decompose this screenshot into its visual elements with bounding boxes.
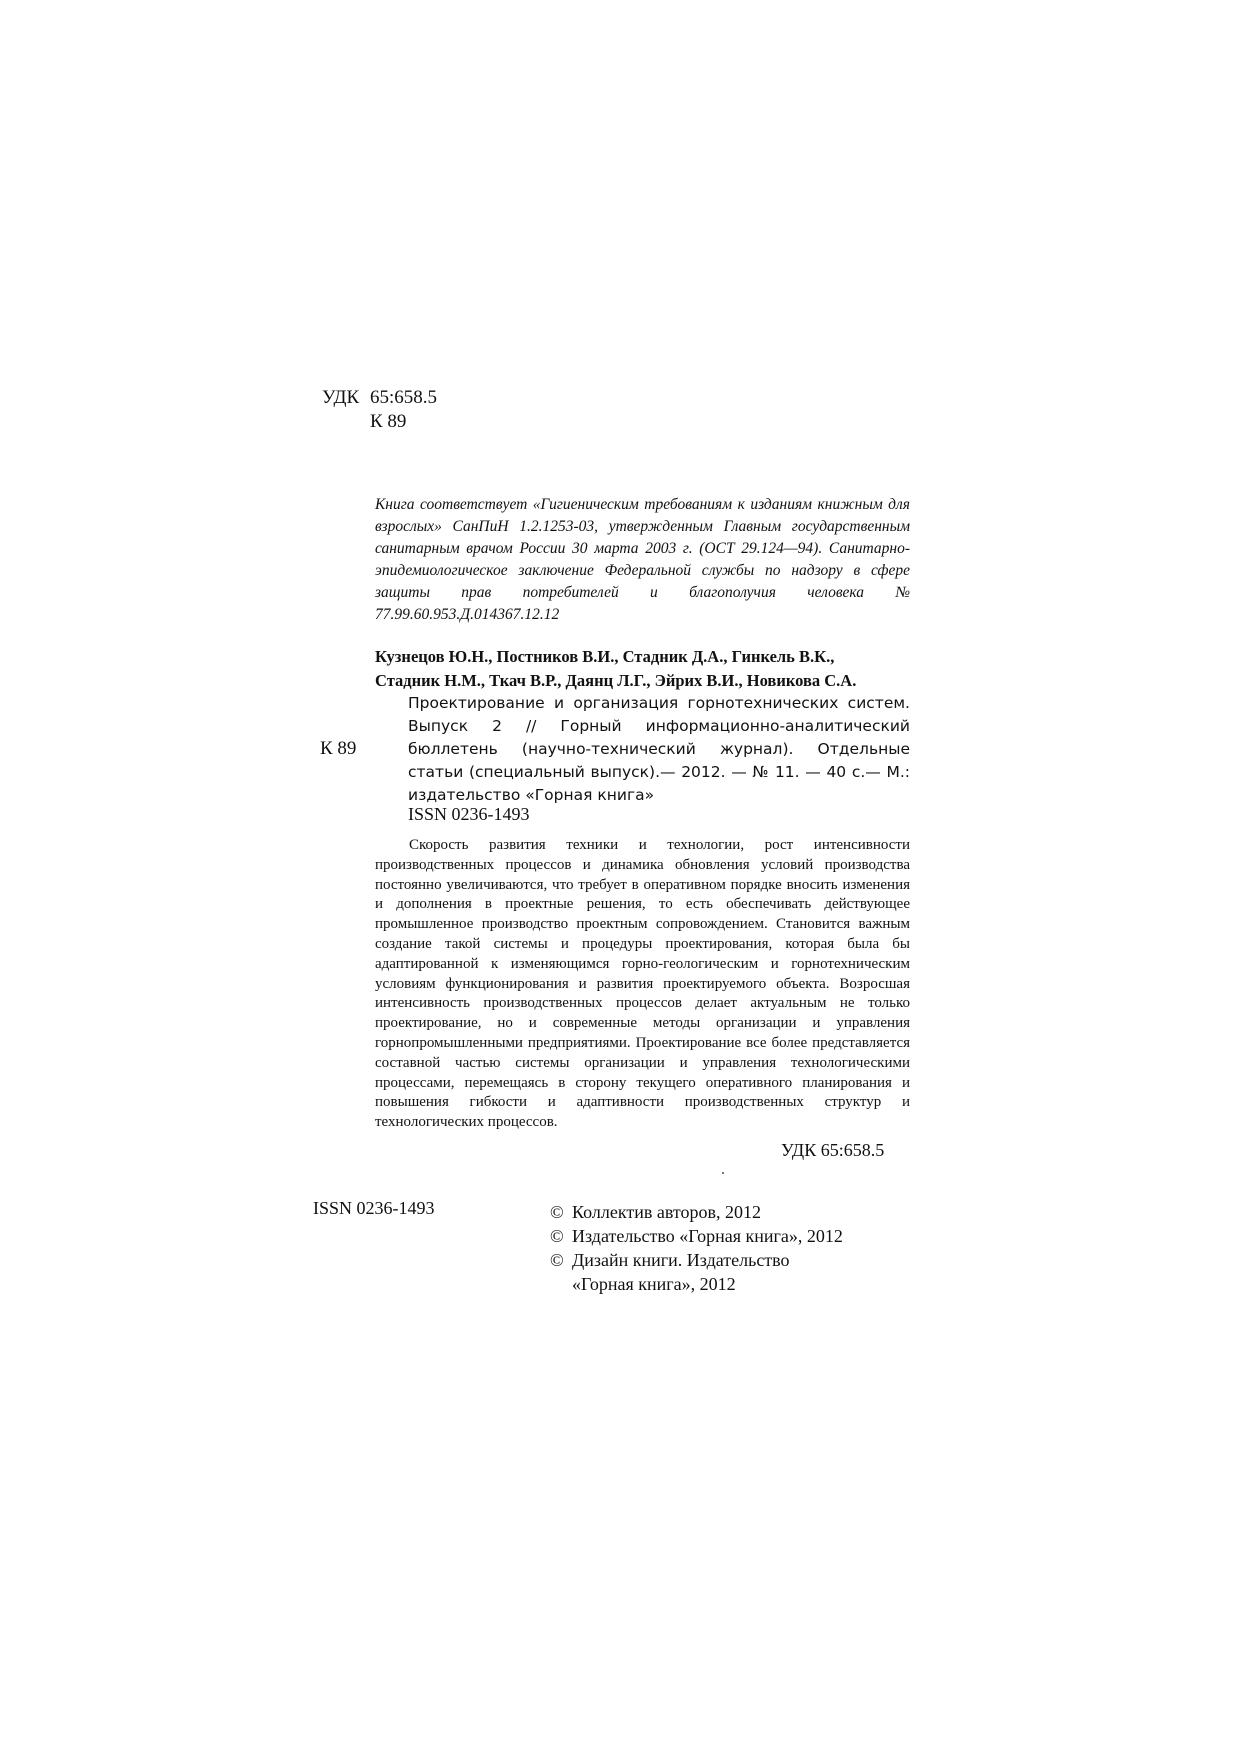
authors-list — [375, 645, 910, 693]
cutter-code-top: К 89 — [370, 411, 407, 432]
copyright-block — [550, 1200, 843, 1296]
issn-bottom: ISSN 0236-1493 — [313, 1198, 435, 1218]
copyright-icon: © — [550, 1202, 564, 1222]
copyright-row-3 — [550, 1248, 843, 1272]
copyright-row-2 — [550, 1224, 843, 1248]
copyright-authors: Коллектив авторов, 2012 — [572, 1202, 761, 1222]
issn-mid: ISSN 0236-1493 — [408, 804, 530, 824]
udk-block — [322, 386, 437, 434]
stray-dot — [722, 1172, 724, 1174]
authors-line-1: Кузнецов Ю.Н., Постников В.И., Стадник Д.А., Гинкель В.К., — [375, 647, 835, 666]
copyright-icon: © — [550, 1226, 564, 1246]
copyright-row-4 — [550, 1272, 843, 1296]
authors-line-2: Стадник Н.М., Ткач В.Р., Даянц Л.Г., Эйрих В.И., Новикова С.А. — [375, 671, 857, 690]
udk-code: 65:658.5 — [370, 387, 438, 408]
bibliographic-description: Проектирование и организация горнотехнических систем. Выпуск 2 // Горный информационно-аналитический бюллетень (научно-технический журнал). Отдельные статьи (специальный выпуск).— 2012. — № 11. — 40 с.— М.: издательство «Горная книга» — [408, 694, 910, 804]
abstract-text: Скорость развития техники и технологии, рост интенсивности производственных процессов и динамика обновления условий производства постоянно увеличиваются, что требует в оперативном порядке вносить изменения и дополнения в проектные решения, то есть обеспечивать действующее промышленное производство проектным сопровождением. Становится важным создание такой системы и процедуры проектирования, которая была бы адаптированной к изменяющимся горно-геологическим и горнотехническим условиям функционирования и развития проектируемого объекта. Возросшая интенсивность производственных процессов делает актуальным не только проектирование, но и современные методы организации и управления горнопромышленными предприятиями. Проектирование все более представляется составной частью системы организации и управления технологическими процессами, перемещаясь в сторону текущего оперативного планирования и повышения гибкости и адаптивности производственных структур и технологических процессов. — [375, 837, 910, 1131]
udk-label: УДК — [322, 387, 360, 408]
copyright-publisher: Издательство «Горная книга», 2012 — [572, 1226, 843, 1246]
udk-bottom: УДК 65:658.5 — [781, 1140, 885, 1160]
cutter-code-side: К 89 — [320, 738, 357, 759]
copyright-row-1 — [550, 1200, 843, 1224]
sanitary-notice: Книга соответствует «Гигиеническим требованиям к изданиям книжным для взрослых» СанПиН 1.2.1253-03, утвержденным Главным государственным санитарным врачом России 30 марта 2003 г. (ОСТ 29.124—94). Санитарно-эпидемиологическое заключение Федеральной службы по надзору в сфере защиты прав потребителей и благополучия человека № 77.99.60.953.Д.014367.12.12 — [375, 496, 910, 623]
copyright-icon: © — [550, 1250, 564, 1270]
copyright-design: Дизайн книги. Издательство — [572, 1250, 790, 1270]
copyright-design-publisher: «Горная книга», 2012 — [572, 1274, 736, 1294]
